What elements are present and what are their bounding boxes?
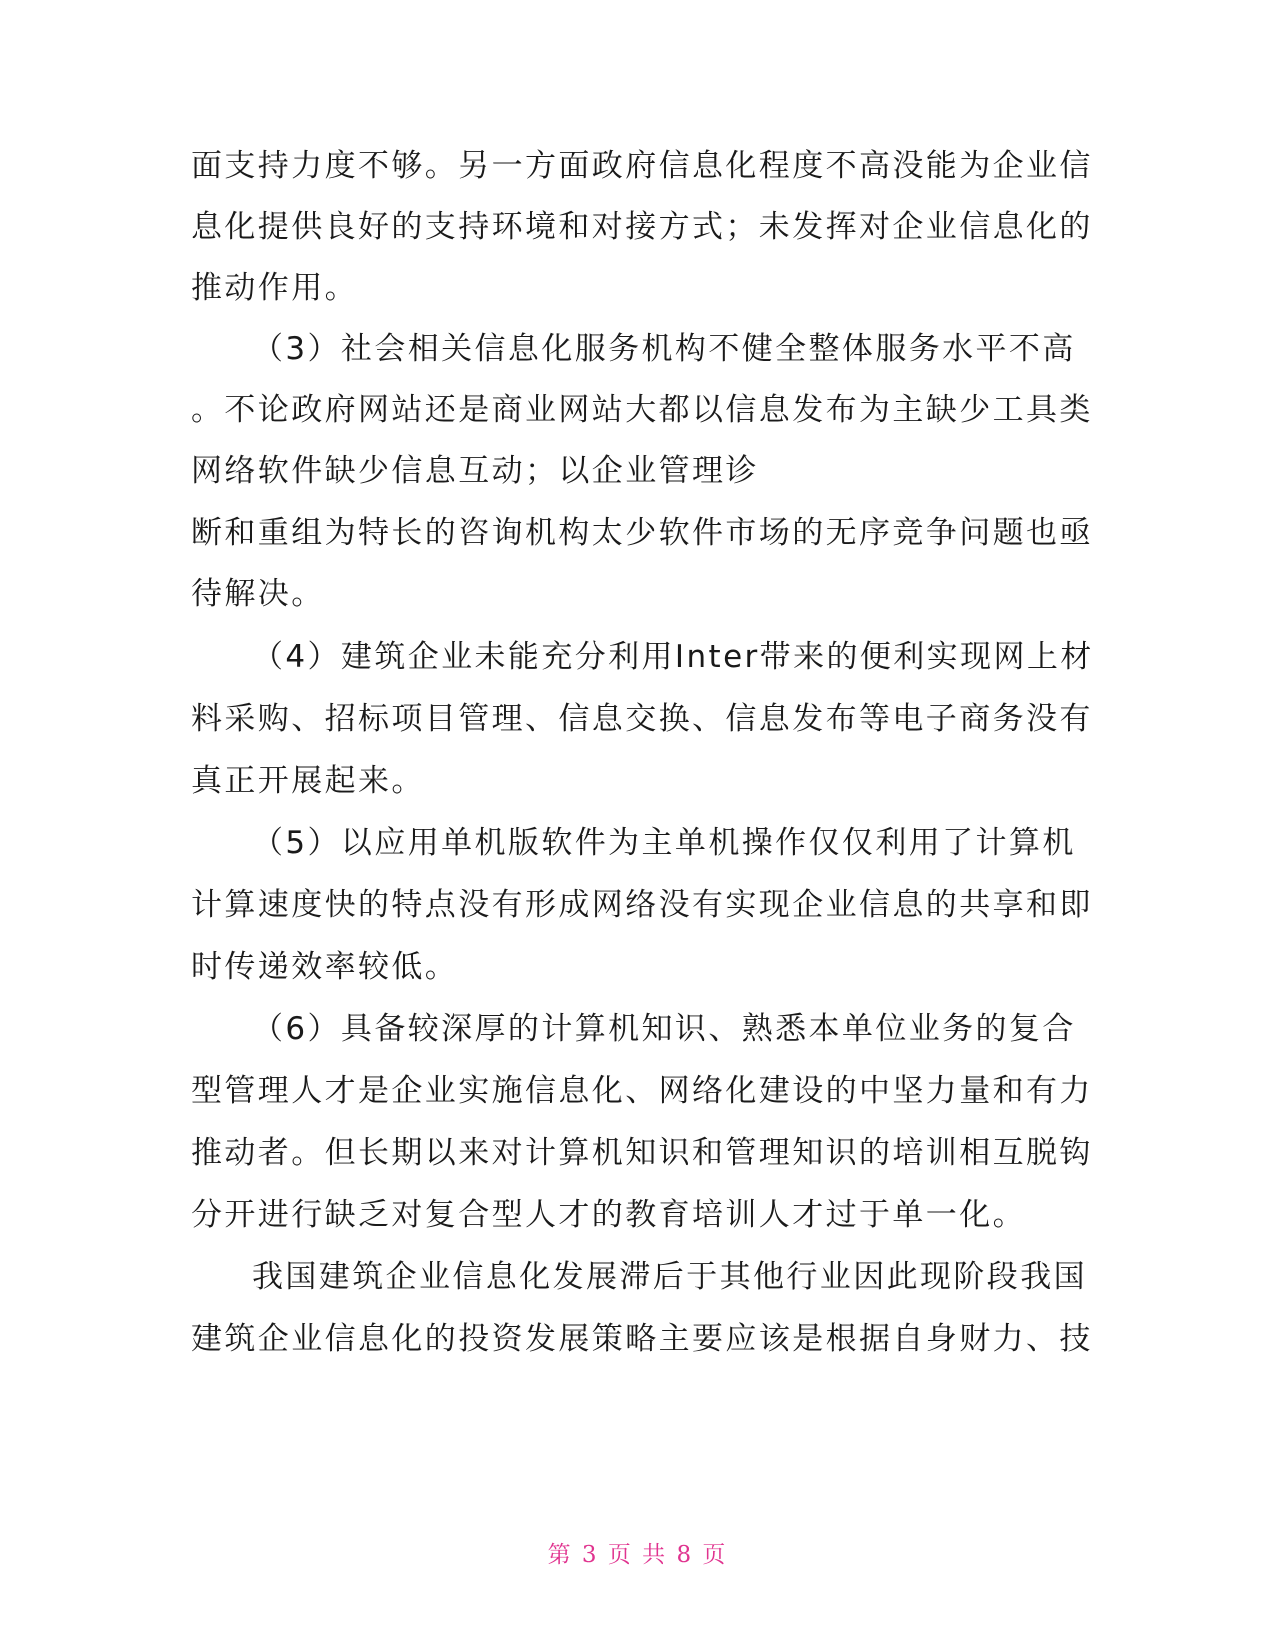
page-number-footer: 第 3 页 共 8 页 bbox=[547, 1542, 728, 1568]
text-line: 推动作用。 bbox=[191, 270, 358, 306]
text-line: 。不论政府网站还是商业网站大都以信息发布为主缺少工具类 bbox=[191, 392, 1093, 428]
text-line: 网络软件缺少信息互动；以企业管理诊 bbox=[191, 453, 759, 489]
paragraph-5-heading: （5）以应用单机版软件为主单机操作仅仅利用了计算机 bbox=[252, 825, 1076, 861]
paragraph-6-heading: （6）具备较深厚的计算机知识、熟悉本单位业务的复合 bbox=[252, 1011, 1076, 1047]
text-line: 真正开展起来。 bbox=[191, 763, 425, 799]
paragraph-3-heading: （3）社会相关信息化服务机构不健全整体服务水平不高 bbox=[252, 331, 1076, 367]
text-line: 型管理人才是企业实施信息化、网络化建设的中坚力量和有力 bbox=[191, 1073, 1093, 1109]
text-line: 断和重组为特长的咨询机构太少软件市场的无序竞争问题也亟 bbox=[191, 515, 1093, 551]
text-line: 分开进行缺乏对复合型人才的教育培训人才过于单一化。 bbox=[191, 1197, 1026, 1233]
text-line: 时传递效率较低。 bbox=[191, 949, 459, 985]
paragraph-4-heading: （4）建筑企业未能充分利用Inter带来的便利实现网上材 bbox=[252, 639, 1094, 675]
text-line: 待解决。 bbox=[191, 576, 325, 612]
text-line: 建筑企业信息化的投资发展策略主要应该是根据自身财力、技 bbox=[191, 1321, 1093, 1357]
text-line: 推动者。但长期以来对计算机知识和管理知识的培训相互脱钩 bbox=[191, 1135, 1093, 1171]
text-line: 计算速度快的特点没有形成网络没有实现企业信息的共享和即 bbox=[191, 887, 1093, 923]
text-line: 面支持力度不够。另一方面政府信息化程度不高没能为企业信 bbox=[191, 148, 1093, 184]
text-line: 息化提供良好的支持环境和对接方式；未发挥对企业信息化的 bbox=[191, 209, 1093, 245]
text-line: 料采购、招标项目管理、信息交换、信息发布等电子商务没有 bbox=[191, 701, 1093, 737]
paragraph-start: 我国建筑企业信息化发展滞后于其他行业因此现阶段我国 bbox=[252, 1259, 1087, 1295]
